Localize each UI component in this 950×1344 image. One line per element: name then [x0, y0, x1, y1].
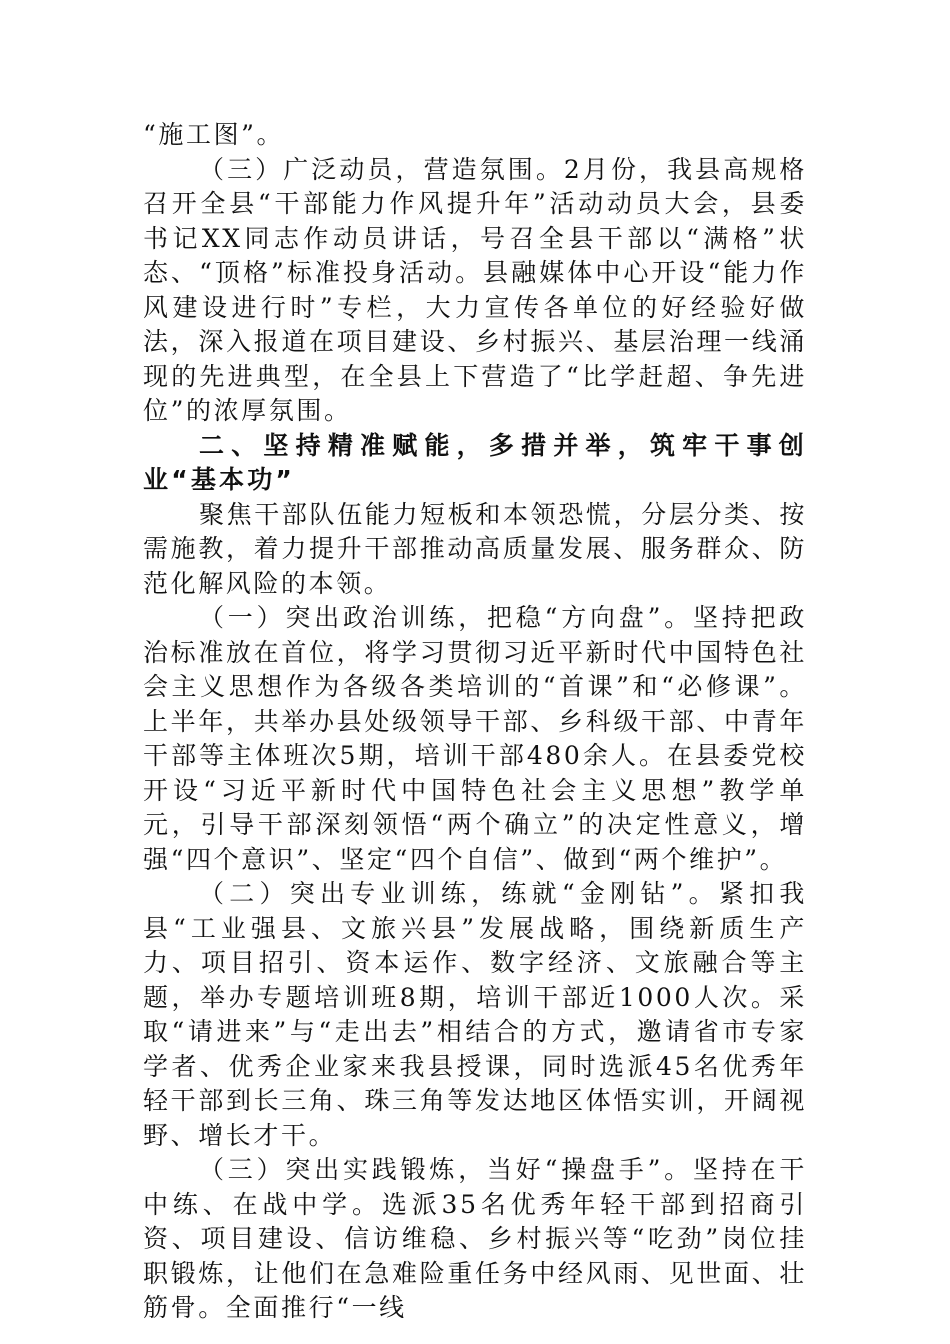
subsection-title: （一）突出政治训练，把稳“方向盘”。: [199, 603, 693, 632]
paragraph-text: 2月份，我县高规格召开全县“干部能力作风提升年”活动动员大会，县委书记XX同志作动员讲话，号召全县干部以“满格”状态、“顶格”标准投身活动。县融媒体中心开设“能力作风建设进行时”专栏，大力宣传各单位的好经验好做法，深入报道在项目建设、乡村振兴、基层治理一线涌现的先进典型，在全县上下营造了“比学赶超、争先进位”的浓厚氛围。: [143, 154, 807, 425]
document-page: [143, 118, 807, 1326]
paragraph-professional-training: [143, 877, 807, 1153]
subsection-title: （二）突出专业训练，练就“金刚钻”。: [199, 879, 719, 908]
paragraph-intro: [143, 498, 807, 602]
paragraph-practical-training: [143, 1153, 807, 1326]
paragraph-text: 坚持把政治标准放在首位，将学习贯彻习近平新时代中国特色社会主义思想作为各级各类培训的“首课”和“必修课”。上半年，共举办县处级领导干部、乡科级干部、中青年干部等主体班次5期，培训干部480余人。在县委党校开设“习近平新时代中国特色社会主义思想”教学单元，引导干部深刻领悟“两个确立”的决定性意义，增强“四个意识”、坚定“四个自信”、做到“两个维护”。: [143, 603, 807, 874]
paragraph-political-training: [143, 601, 807, 877]
section-heading-text: 二、坚持精准赋能，多措并举，筑牢干事创业“基本功”: [143, 430, 807, 494]
section-heading: [143, 429, 807, 498]
paragraph-text: 坚持在干中练、在战中学。选派35名优秀年轻干部到招商引资、项目建设、信访维稳、乡村振兴等“吃劲”岗位挂职锻炼，让他们在急难险重任务中经风雨、见世面、壮筋骨。全面推行“一线: [143, 1155, 807, 1322]
paragraph-continuation: [143, 118, 807, 153]
paragraph-text: “施工图”。: [143, 120, 285, 149]
paragraph-mobilization: [143, 153, 807, 429]
paragraph-text: 聚焦干部队伍能力短板和本领恐慌，分层分类、按需施教，着力提升干部推动高质量发展、服务群众、防范化解风险的本领。: [143, 499, 807, 598]
paragraph-text: 紧扣我县“工业强县、文旅兴县”发展战略，围绕新质生产力、项目招引、资本运作、数字经济、文旅融合等主题，举办专题培训班8期，培训干部近1000人次。采取“请进来”与“走出去”相结合的方式，邀请省市专家学者、优秀企业家来我县授课，同时选派45名优秀年轻干部到长三角、珠三角等发达地区体悟实训，开阔视野、增长才干。: [143, 879, 807, 1150]
subsection-title: （三）突出实践锻炼，当好“操盘手”。: [199, 1155, 693, 1184]
subsection-title: （三）广泛动员，营造氛围。: [199, 154, 564, 184]
